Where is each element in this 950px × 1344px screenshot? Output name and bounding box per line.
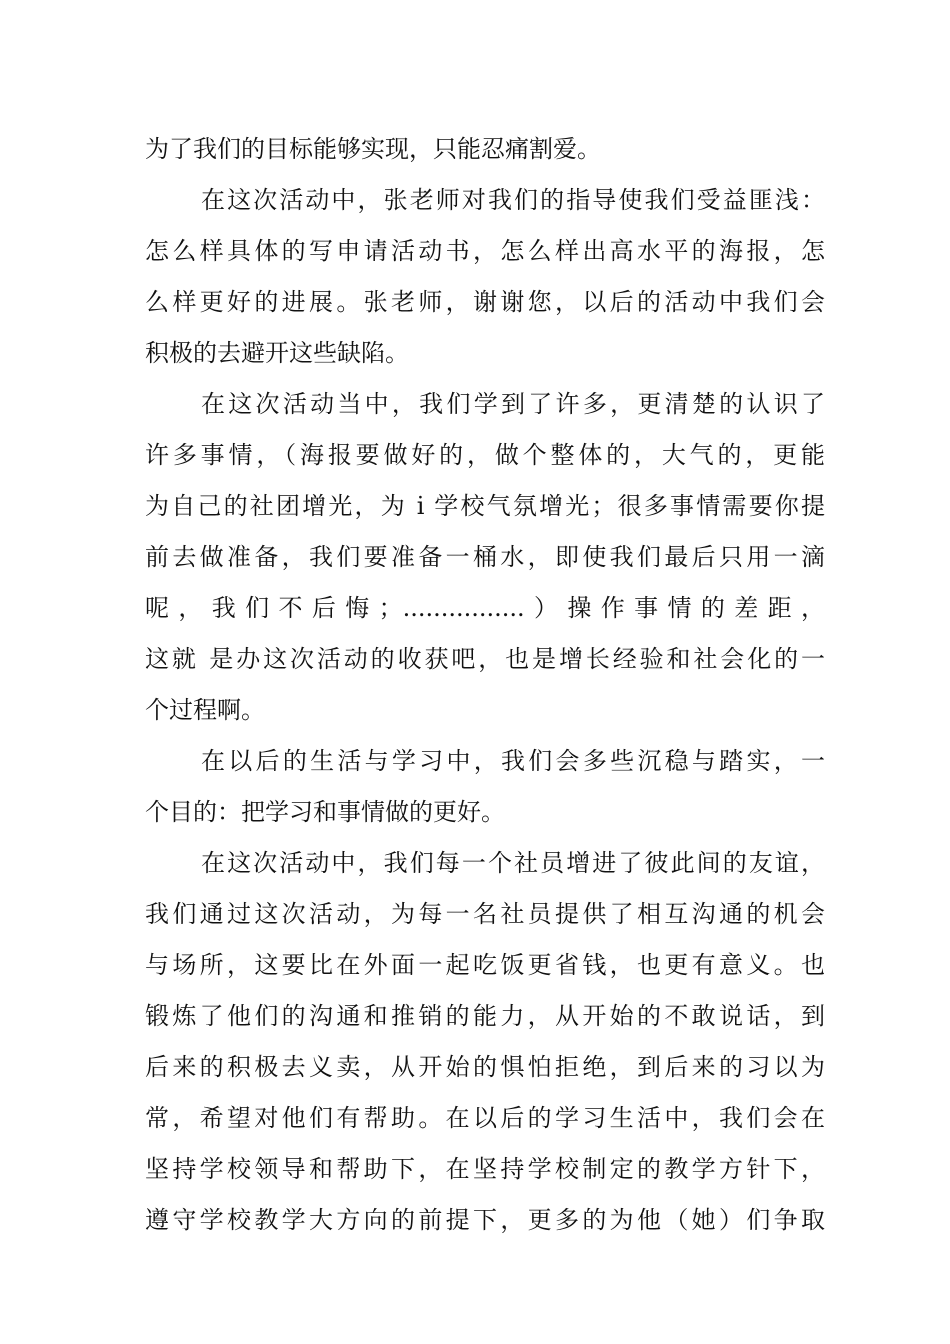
text-line: 我们通过这次活动，为每一名社员提供了相互沟通的机会	[145, 900, 825, 928]
text-line: 为了我们的目标能够实现，只能忍痛割爱。	[145, 135, 601, 163]
text-line: 怎么样具体的写申请活动书，怎么样出高水平的海报，怎	[145, 237, 825, 265]
text-line: 这就 是办这次活动的收获吧，也是增长经验和社会化的一	[145, 645, 825, 673]
text-line: 么样更好的进展。张老师，谢谢您，以后的活动中我们会	[145, 288, 825, 316]
text-line: 与场所，这要比在外面一起吃饭更省钱，也更有意义。也	[145, 951, 825, 979]
text-line: 前去做准备，我们要准备一桶水，即使我们最后只用一滴	[145, 543, 825, 571]
text-line: 在这次活动中，我们每一个社员增进了彼此间的友谊，	[201, 849, 825, 877]
text-line: 呢，我们不后悔；................）操作事情的差距，	[145, 594, 825, 622]
text-line: 后来的积极去义卖，从开始的惧怕拒绝，到后来的习以为	[145, 1053, 825, 1081]
text-line: 个目的：把学习和事情做的更好。	[145, 798, 505, 826]
text-line: 为自己的社团增光，为 i 学校气氛增光；很多事情需要你提	[145, 492, 825, 520]
text-line: 积极的去避开这些缺陷。	[145, 339, 409, 367]
text-line: 在这次活动当中，我们学到了许多，更清楚的认识了	[201, 390, 825, 418]
text-line: 个过程啊。	[145, 696, 265, 724]
text-line: 许多事情，（海报要做好的，做个整体的，大气的，更能	[145, 441, 825, 469]
text-line: 在以后的生活与学习中，我们会多些沉稳与踏实，一	[201, 747, 825, 775]
text-line: 常，希望对他们有帮助。在以后的学习生活中，我们会在	[145, 1104, 825, 1132]
text-line: 在这次活动中，张老师对我们的指导使我们受益匪浅：	[201, 186, 825, 214]
text-line: 坚持学校领导和帮助下，在坚持学校制定的教学方针下，	[145, 1155, 825, 1183]
text-line: 锻炼了他们的沟通和推销的能力，从开始的不敢说话，到	[145, 1002, 825, 1030]
document-body	[145, 124, 825, 1246]
text-line: 遵守学校教学大方向的前提下，更多的为他（她）们争取	[145, 1206, 825, 1234]
